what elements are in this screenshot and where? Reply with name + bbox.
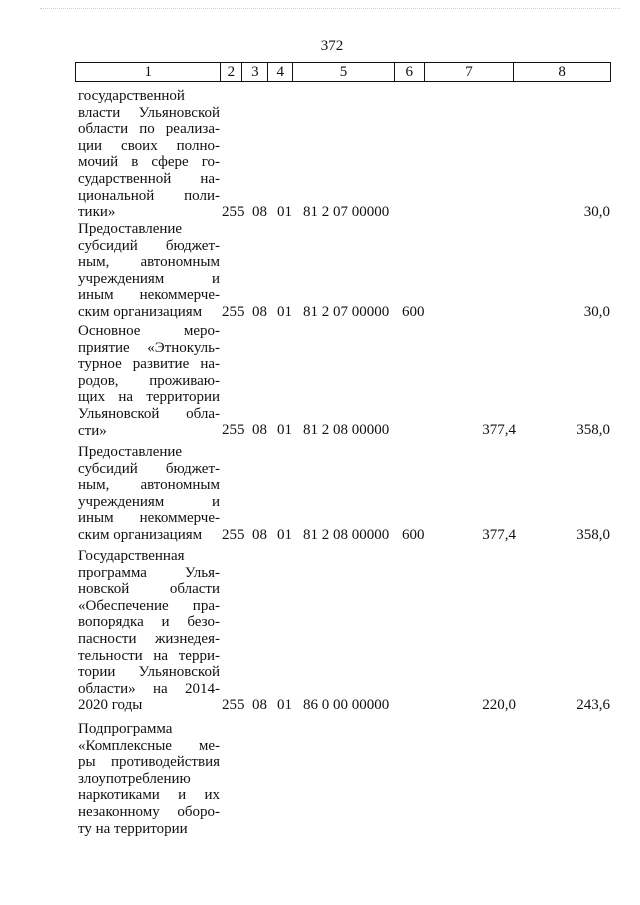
- description-line: Основное меро-: [78, 323, 220, 339]
- row-description: [78, 548, 220, 714]
- description-line: учреждениям и: [78, 270, 220, 287]
- cell-c3: 08: [252, 697, 267, 713]
- description-line: приятие «Этнокуль-: [78, 339, 220, 356]
- cell-c4: 01: [277, 422, 292, 439]
- table-row: [0, 444, 640, 544]
- row-values: [0, 204, 640, 221]
- cell-c8: 243,6: [576, 697, 610, 713]
- description-line: злоупотреблению: [78, 770, 191, 787]
- cell-c2: 255: [222, 422, 245, 439]
- description-line: Подпрограмма: [78, 721, 173, 737]
- description-line: ным, автономным: [78, 254, 220, 271]
- row-values: [0, 304, 640, 321]
- cell-c8: 30,0: [583, 303, 610, 320]
- description-line: тории Ульяновской: [78, 664, 220, 681]
- page-number: 372: [320, 38, 344, 54]
- description-line: циональной поли-: [78, 187, 220, 204]
- header-col-8: 8: [558, 64, 566, 80]
- description-line: щих на территории: [78, 389, 220, 406]
- description-line: новской области: [78, 581, 220, 598]
- cell-c2: 255: [222, 203, 245, 220]
- description-line: ры противодействия: [78, 754, 220, 771]
- description-line: ции своих полно-: [78, 137, 220, 154]
- cell-c4: 01: [277, 697, 292, 713]
- cell-c5: 86 0 00 00000: [303, 697, 390, 713]
- description-line: «Обеспечение пра-: [78, 597, 220, 614]
- description-line: программа Улья-: [78, 564, 220, 581]
- table-row: [0, 323, 640, 439]
- description-line: области по реализа-: [78, 121, 220, 138]
- description-line: ным, автономным: [78, 477, 220, 494]
- cell-c4: 01: [277, 526, 292, 543]
- cell-c3: 08: [252, 422, 267, 439]
- description-line: государственной: [78, 88, 185, 104]
- row-values: [0, 820, 640, 837]
- description-line: Государственная: [78, 548, 185, 564]
- description-line: сударственной на-: [78, 170, 220, 187]
- cell-c6: 600: [402, 526, 425, 543]
- cell-c5: 81 2 08 00000: [303, 526, 390, 543]
- cell-c2: 255: [222, 526, 245, 543]
- header-col-1: 1: [76, 63, 221, 81]
- row-values: [0, 422, 640, 439]
- table-row: [0, 548, 640, 714]
- cell-c3: 08: [252, 526, 267, 543]
- description-line: 2020 годы: [78, 697, 143, 714]
- description-line: родов, проживаю-: [78, 372, 220, 389]
- cell-c3: 08: [252, 303, 267, 320]
- description-line: вопорядка и безо-: [78, 614, 220, 631]
- description-line: ту на территории: [78, 820, 188, 837]
- description-line: иным некоммерче-: [78, 287, 220, 304]
- description-line: ским организациям: [78, 303, 203, 320]
- table-header: [75, 62, 611, 82]
- cell-c5: 81 2 08 00000: [303, 422, 390, 439]
- row-values: [0, 697, 640, 714]
- description-line: турное развитие на-: [78, 356, 220, 373]
- description-line: власти Ульяновской: [78, 104, 220, 121]
- description-line: наркотиками и их: [78, 787, 220, 804]
- cell-c5: 81 2 07 00000: [303, 203, 390, 220]
- description-line: Предоставление: [78, 221, 183, 237]
- cell-c7: 220,0: [482, 697, 516, 713]
- cell-c2: 255: [222, 697, 245, 713]
- cell-c7: 377,4: [482, 422, 516, 439]
- cell-c4: 01: [277, 203, 292, 220]
- table-row: [0, 88, 640, 221]
- description-line: иным некоммерче-: [78, 510, 220, 527]
- header-col-6: 6: [395, 63, 425, 81]
- cell-c7: 377,4: [482, 526, 516, 543]
- description-line: сти»: [78, 422, 107, 439]
- scan-artifact: [40, 8, 620, 19]
- description-line: учреждениям и: [78, 493, 220, 510]
- header-col-7: 7: [425, 63, 515, 81]
- header-col-4: 4: [268, 63, 293, 81]
- table-row: [0, 721, 640, 837]
- row-description: [78, 88, 220, 221]
- description-line: субсидий бюджет-: [78, 237, 220, 254]
- cell-c2: 255: [222, 303, 245, 320]
- header-col-5: 5: [293, 63, 395, 81]
- description-line: субсидий бюджет-: [78, 460, 220, 477]
- table-row: [0, 221, 640, 321]
- cell-c5: 81 2 07 00000: [303, 303, 390, 320]
- cell-c8: 30,0: [583, 203, 610, 220]
- description-line: области» на 2014-: [78, 680, 220, 697]
- description-line: тики»: [78, 204, 116, 221]
- cell-c4: 01: [277, 303, 292, 320]
- description-line: Ульяновской обла-: [78, 405, 220, 422]
- description-line: пасности жизнедея-: [78, 630, 220, 647]
- description-line: мочий в сфере го-: [78, 154, 220, 171]
- description-line: незаконному оборо-: [78, 803, 220, 820]
- description-line: «Комплексные ме-: [78, 737, 220, 754]
- description-line: тельности на терри-: [78, 647, 220, 664]
- description-line: Предоставление: [78, 444, 183, 460]
- description-line: ским организациям: [78, 526, 203, 543]
- cell-c6: 600: [402, 303, 425, 320]
- header-col-2: 2: [221, 63, 242, 81]
- cell-c8: 358,0: [576, 526, 610, 543]
- cell-c8: 358,0: [576, 422, 610, 439]
- header-col-3: 3: [242, 63, 268, 81]
- row-values: [0, 527, 640, 544]
- cell-c3: 08: [252, 203, 267, 220]
